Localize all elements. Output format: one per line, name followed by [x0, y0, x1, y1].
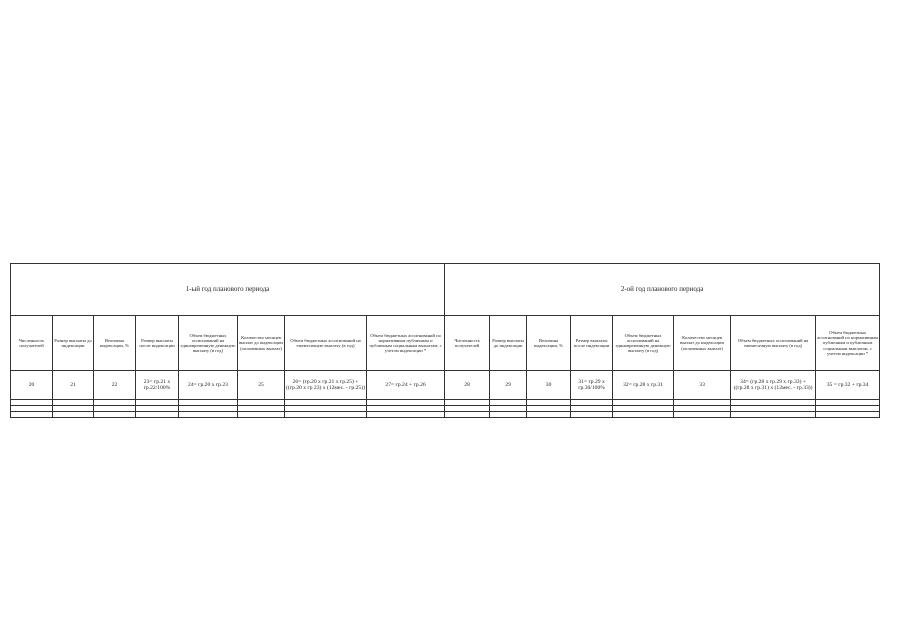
column-number-cell: 35 = гр.32 + гр.34 — [816, 371, 880, 400]
header-cell: Объем бюджетных ассигнований на единовременную денежную выплату (в год) — [179, 316, 238, 371]
header-cell: Количество месяцев выплат до индексации (оплаченных выплат) — [238, 316, 285, 371]
header-cell: Размер выплаты до индексации — [490, 316, 527, 371]
header-cell: Объем бюджетных ассигнований по нормативным публичным и публичным социальным выплатам, с учетом индексации * — [816, 316, 880, 371]
header-cell: Объем бюджетных ассигнований на ежемесячную выплату (в год) — [285, 316, 367, 371]
header-cell: Объем бюджетных ассигнований на единовременную денежную выплату (в год) — [613, 316, 674, 371]
header-cell: Величина индексации, % — [527, 316, 571, 371]
header-cell: Размер выплаты после индексации — [136, 316, 179, 371]
column-number-cell: 32= гр.28 х гр.31 — [613, 371, 674, 400]
empty-row — [11, 412, 880, 418]
column-number-cell: 25 — [238, 371, 285, 400]
column-number-cell: 24= гр.20 х гр.23 — [179, 371, 238, 400]
column-number-cell: 30 — [527, 371, 571, 400]
column-number-cell: 27= гр.24 + гр.26 — [367, 371, 445, 400]
header-cell: Численность получателей — [11, 316, 53, 371]
column-number-cell: 34= (гр.28 х гр.29 х гр.33) + ((гр.28 х гр.31) х (12мес. - гр.33)) — [731, 371, 816, 400]
period-row — [11, 264, 880, 316]
header-cell: Величина индексации, % — [94, 316, 136, 371]
column-number-cell: 31= гр.29 х гр.30/100% — [571, 371, 613, 400]
indexation-table — [10, 263, 880, 418]
column-number-cell: 28 — [445, 371, 490, 400]
header-row — [11, 316, 880, 371]
column-number-cell: 23= гр.21 х гр.22/100% — [136, 371, 179, 400]
header-cell: Численность получателей — [445, 316, 490, 371]
column-number-cell: 21 — [53, 371, 94, 400]
column-number-cell: 26= (гр.20 х гр.21 х гр.25) + ((гр.20 х гр 23) х (12мес. - гр.25)) — [285, 371, 367, 400]
header-cell: Размер выплаты до индексации — [53, 316, 94, 371]
column-number-row — [11, 371, 880, 400]
header-cell: Объем бюджетных ассигнований на ежемесячную выплату (в год) — [731, 316, 816, 371]
column-number-cell: 22 — [94, 371, 136, 400]
column-number-cell: 33 — [674, 371, 731, 400]
period-first-year: 1-ый год планового периода — [11, 264, 445, 316]
header-cell: Размер выплаты после индексации — [571, 316, 613, 371]
header-cell: Объем бюджетных ассигнований по нормативным публичным и публичным социальным выплатам, с учетом индексации * — [367, 316, 445, 371]
column-number-cell: 29 — [490, 371, 527, 400]
column-number-cell: 20 — [11, 371, 53, 400]
period-second-year: 2-ой год планового периода — [445, 264, 880, 316]
header-cell: Количество месяцев выплат до индексации (оплаченных выплат) — [674, 316, 731, 371]
